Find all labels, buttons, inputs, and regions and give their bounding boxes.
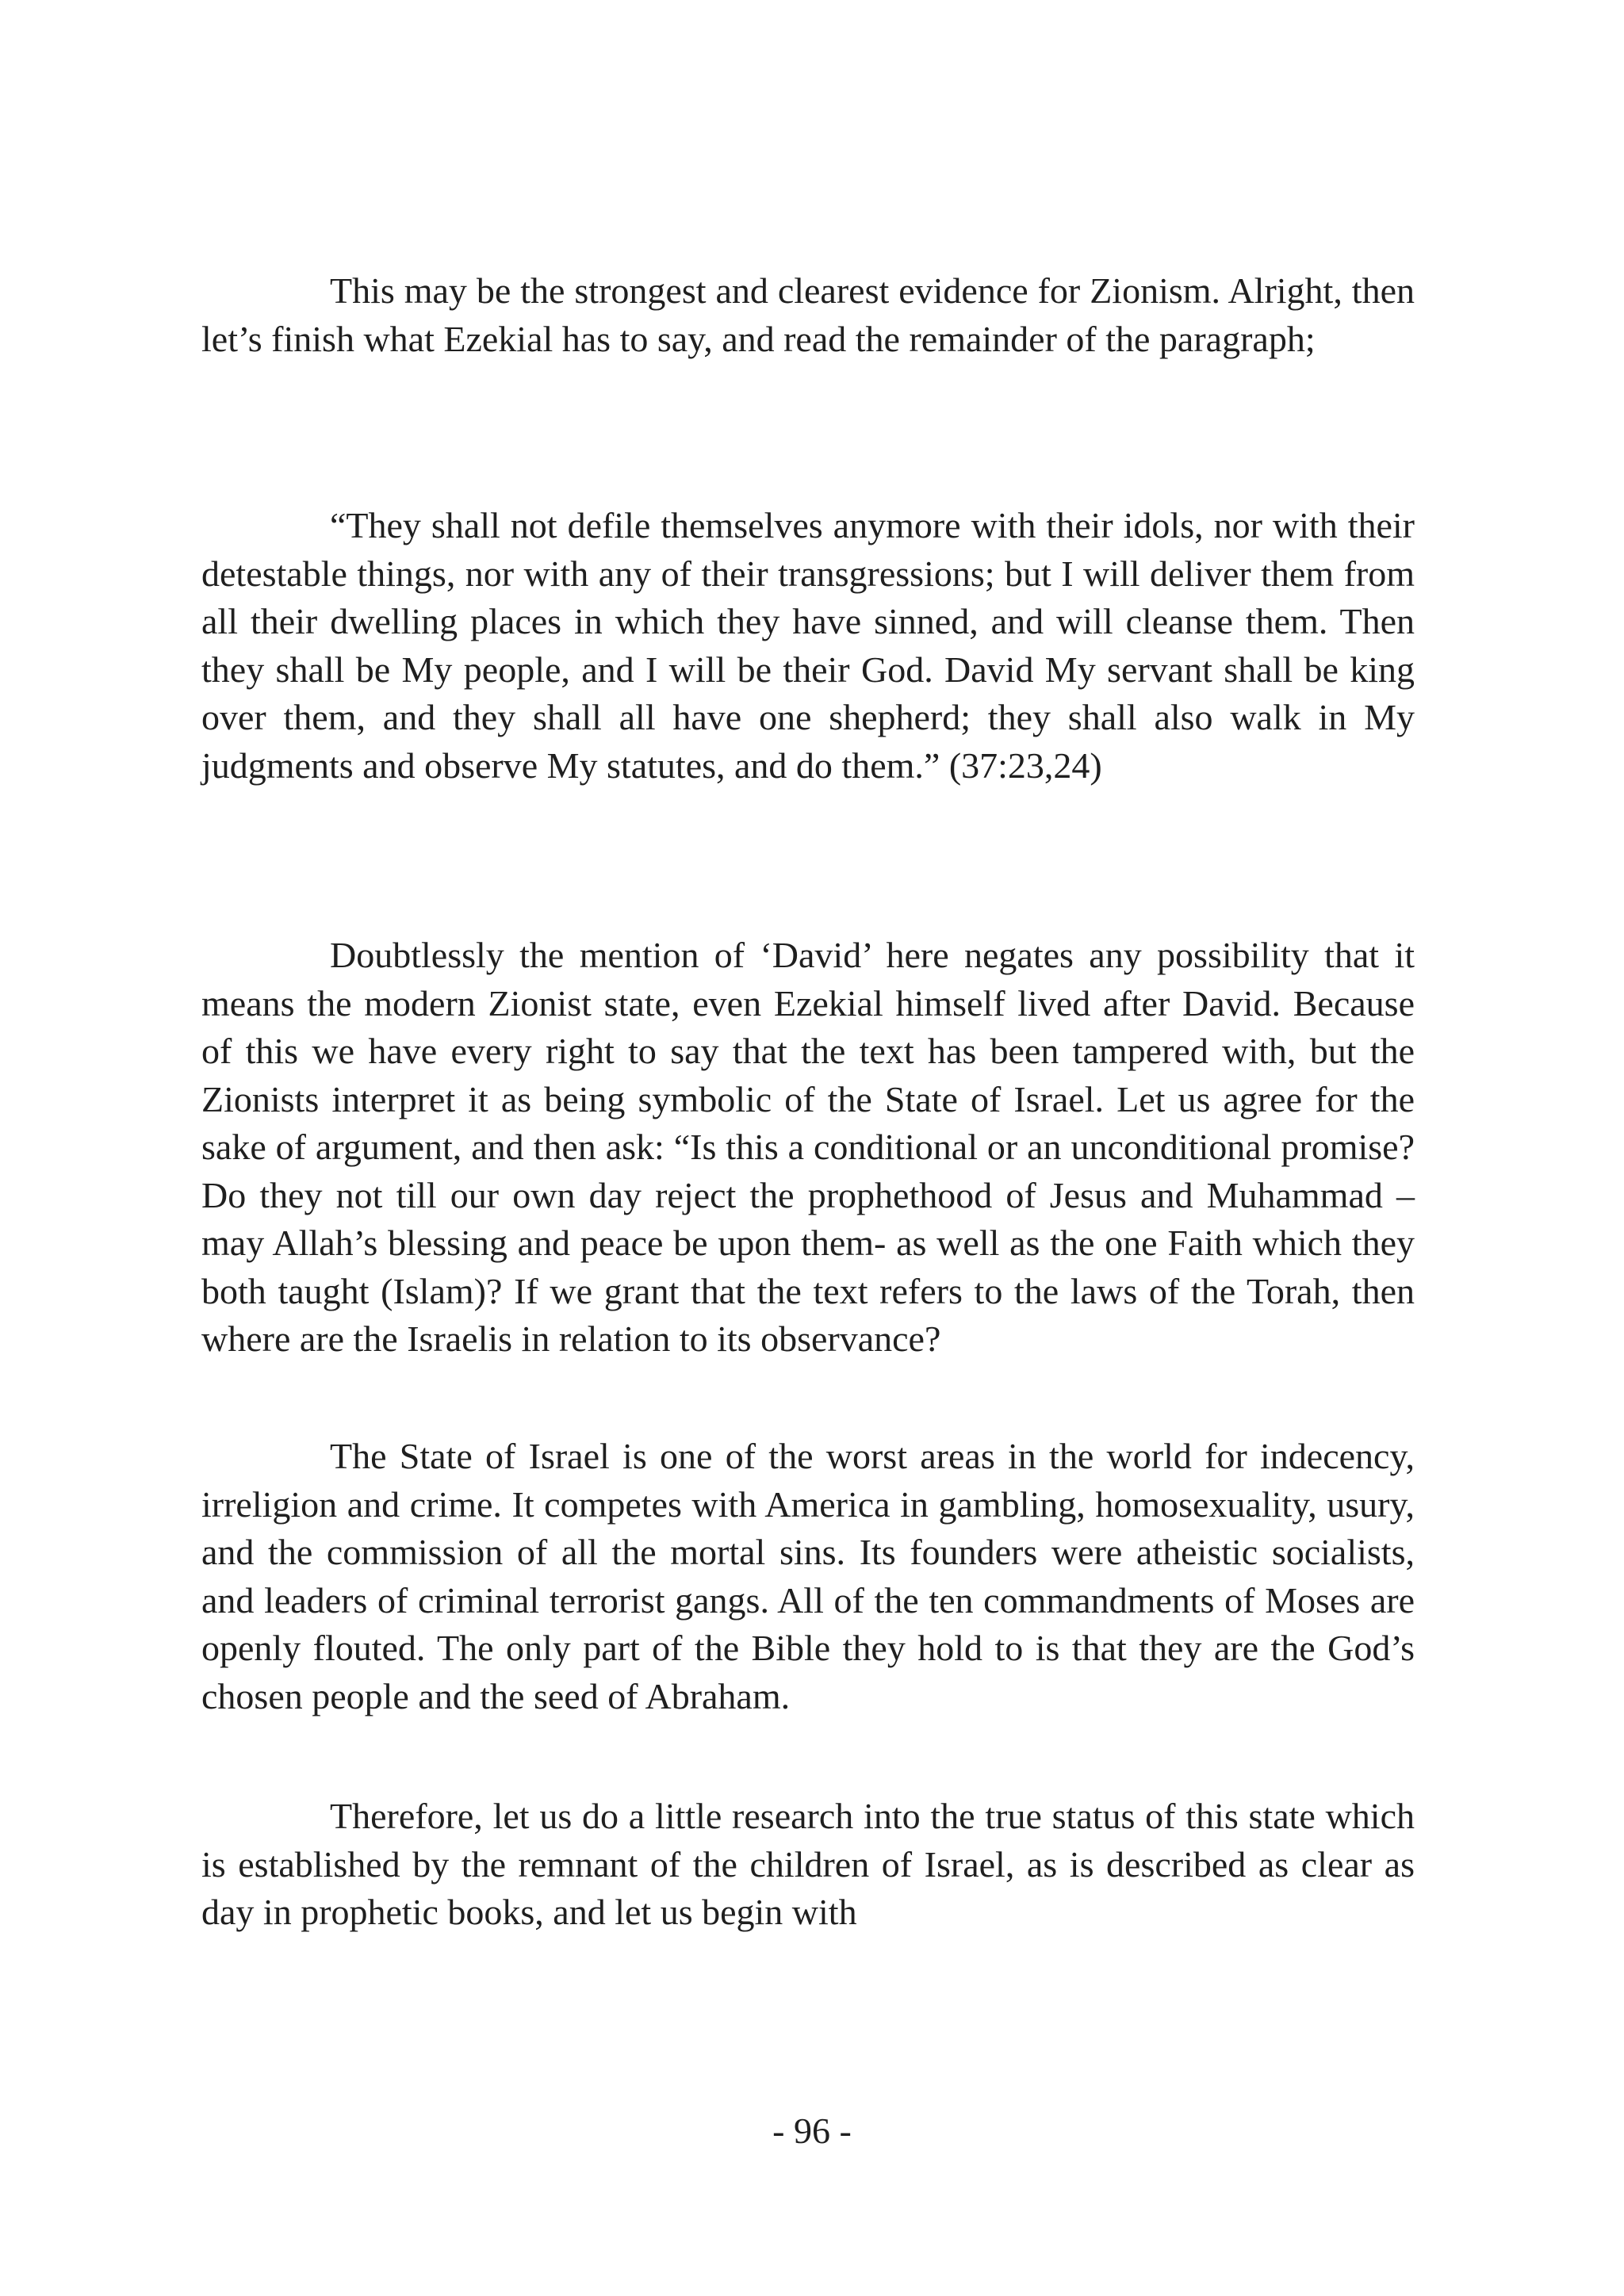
paragraph-research: Therefore, let us do a little research into the true status of this state which is established by the remnant of the children of Israel, as is described as clear as day in prophetic books, and let us begin with xyxy=(201,1796,1415,1932)
paragraph-state-of-israel: The State of Israel is one of the worst areas in the world for indecency, irreligion and crime. It competes with America in gambling, homosexuality, usury, and the commission of all the mortal sins. Its founders were atheistic socialists, and leaders of criminal terrorist gangs. All of the ten commandments of Moses are openly flouted. The only part of the Bible they hold to is that they are the God’s chosen people and the seed of Abraham. xyxy=(201,1436,1415,1716)
paragraph-david-mention: Doubtlessly the mention of ‘David’ here negates any possibility that it means the modern Zionist state, even Ezekial himself lived after David. Because of this we have every right to say that the text has been tampered with, but the Zionists interpret it as being symbolic of the State of Israel. Let us agree for the sake of argument, and then ask: “Is this a conditional or an unconditional promise? Do they not till our own day reject the prophethood of Jesus and Muhammad –may Allah’s blessing and peace be upon them- as well as the one Faith which they both taught (Islam)? If we grant that the text refers to the laws of the Torah, then where are the Israelis in relation to its observance? xyxy=(201,935,1415,1359)
paragraph-zionism-evidence: This may be the strongest and clearest evidence for Zionism. Alright, then let’s finish what Ezekial has to say, and read the remainder of the paragraph; xyxy=(201,270,1415,359)
page-number: - 96 - xyxy=(772,2110,852,2151)
paragraph-ezekiel-quote: “They shall not defile themselves anymore with their idols, nor with their detestable things, nor with any of their transgressions; but I will deliver them from all their dwelling places in which they have sinned, and will cleanse them. Then they shall be My people, and I will be their God. David My servant shall be king over them, and they shall all have one shepherd; they shall also walk in My judgments and observe My statutes, and do them.” (37:23,24) xyxy=(201,505,1415,786)
